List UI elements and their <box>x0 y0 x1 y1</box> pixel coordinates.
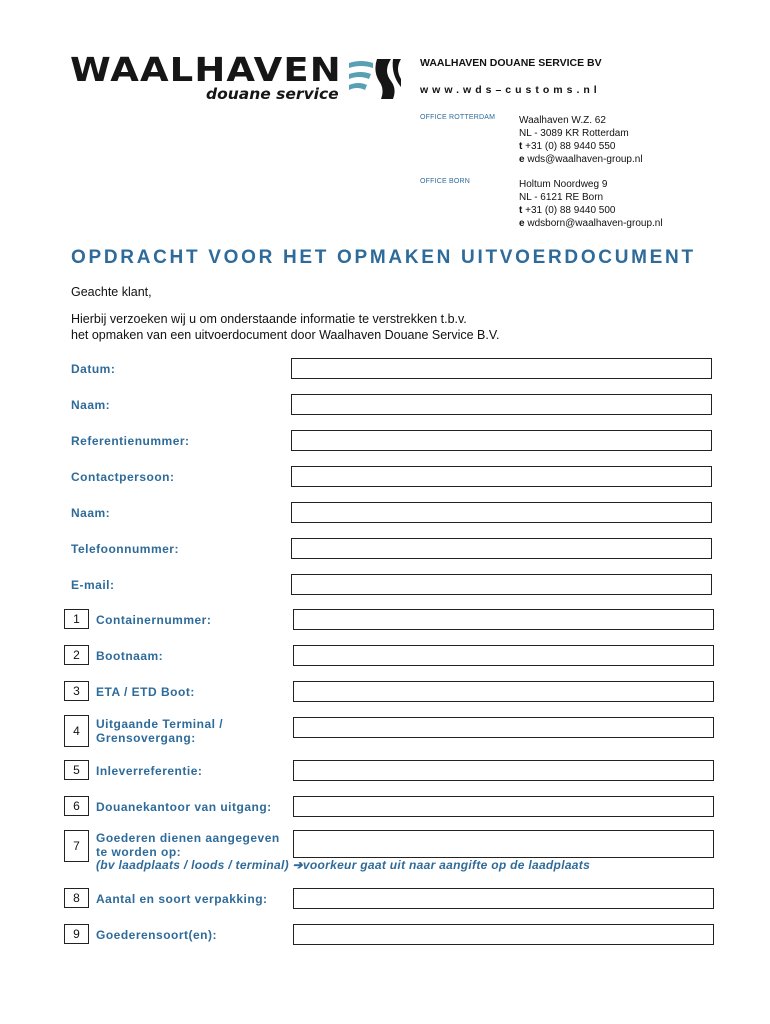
office-email[interactable]: wdsborn@waalhaven-group.nl <box>527 218 663 229</box>
goederensoort-field[interactable] <box>293 924 714 945</box>
email-label: E-mail: <box>71 578 115 592</box>
contact-naam-label: Naam: <box>71 506 111 520</box>
row-number-5: 5 <box>64 760 89 780</box>
douanekantoor-field[interactable] <box>293 796 714 817</box>
row-number-8: 8 <box>64 888 89 908</box>
row-number-2: 2 <box>64 645 89 665</box>
intro-line: Hierbij verzoeken wij u om onderstaande informatie te verstrekken t.b.v. <box>71 312 467 326</box>
bootnaam-field[interactable] <box>293 645 714 666</box>
verpakking-label: Aantal en soort verpakking: <box>96 892 268 906</box>
hint-text: (bv laadplaats / loods / terminal) <box>96 858 293 872</box>
row-number-9: 9 <box>64 924 89 944</box>
terminal-label-line: Uitgaande Terminal / <box>96 717 224 731</box>
logo-waves-icon <box>347 57 403 101</box>
office-street: Waalhaven W.Z. 62 <box>519 115 606 126</box>
goederensoort-label: Goederensoort(en): <box>96 928 218 942</box>
company-name: WAALHAVEN DOUANE SERVICE BV <box>420 57 602 69</box>
phone-prefix: t <box>519 205 523 216</box>
logo-subtitle: douane service <box>206 85 339 103</box>
aangifte-locatie-label <box>96 831 280 859</box>
terminal-label <box>96 717 223 745</box>
office-phone: +31 (0) 88 9440 500 <box>525 205 616 216</box>
eta-etd-field[interactable] <box>293 681 714 702</box>
aangifte-hint <box>96 858 590 872</box>
office-born-address <box>519 178 663 230</box>
hint-text: voorkeur gaat uit naar aangifte op de laadplaats <box>302 858 591 872</box>
row-number-4: 4 <box>64 715 89 747</box>
aangifte-label-line: Goederen dienen aangegeven <box>96 831 280 845</box>
phone-prefix: t <box>519 141 523 152</box>
inleverreferentie-field[interactable] <box>293 760 714 781</box>
contact-naam-field[interactable] <box>291 502 712 523</box>
naam-field[interactable] <box>291 394 712 415</box>
containernummer-label: Containernummer: <box>96 613 212 627</box>
referentienummer-label: Referentienummer: <box>71 434 190 448</box>
company-website[interactable]: www.wds–customs.nl <box>420 84 601 96</box>
aangifte-label-line: te worden op: <box>96 845 182 859</box>
intro-line: het opmaken van een uitvoerdocument door Waalhaven Douane Service B.V. <box>71 328 500 342</box>
row-number-1: 1 <box>64 609 89 629</box>
email-field[interactable] <box>291 574 712 595</box>
office-city: NL - 6121 RE Born <box>519 192 604 203</box>
row-number-7: 7 <box>64 830 89 862</box>
intro-text <box>71 311 500 343</box>
contactpersoon-field[interactable] <box>291 466 712 487</box>
aangifte-locatie-field[interactable] <box>293 830 714 858</box>
contactpersoon-label: Contactpersoon: <box>71 470 175 484</box>
datum-label: Datum: <box>71 362 116 376</box>
verpakking-field[interactable] <box>293 888 714 909</box>
row-number-6: 6 <box>64 796 89 816</box>
document-title: OPDRACHT VOOR HET OPMAKEN UITVOERDOCUMENT <box>71 247 696 268</box>
inleverreferentie-label: Inleverreferentie: <box>96 764 203 778</box>
row-number-3: 3 <box>64 681 89 701</box>
referentienummer-field[interactable] <box>291 430 712 451</box>
office-born-label: OFFICE BORN <box>420 178 471 185</box>
douanekantoor-label: Douanekantoor van uitgang: <box>96 800 272 814</box>
office-street: Holtum Noordweg 9 <box>519 179 608 190</box>
arrow-right-icon: ➔ <box>292 858 303 872</box>
telefoonnummer-label: Telefoonnummer: <box>71 542 179 556</box>
office-rotterdam-address <box>519 114 643 166</box>
telefoonnummer-field[interactable] <box>291 538 712 559</box>
office-rotterdam-label: OFFICE ROTTERDAM <box>420 114 496 121</box>
office-city: NL - 3089 KR Rotterdam <box>519 128 629 139</box>
datum-field[interactable] <box>291 358 712 379</box>
office-email[interactable]: wds@waalhaven-group.nl <box>527 154 643 165</box>
office-phone: +31 (0) 88 9440 550 <box>525 141 616 152</box>
logo-wordmark: WAALHAVEN <box>70 50 342 89</box>
greeting: Geachte klant, <box>71 285 152 299</box>
terminal-field[interactable] <box>293 717 714 738</box>
bootnaam-label: Bootnaam: <box>96 649 164 663</box>
eta-etd-label: ETA / ETD Boot: <box>96 685 195 699</box>
terminal-label-line: Grensovergang: <box>96 731 196 745</box>
email-prefix: e <box>519 218 525 229</box>
naam-label: Naam: <box>71 398 111 412</box>
containernummer-field[interactable] <box>293 609 714 630</box>
email-prefix: e <box>519 154 525 165</box>
